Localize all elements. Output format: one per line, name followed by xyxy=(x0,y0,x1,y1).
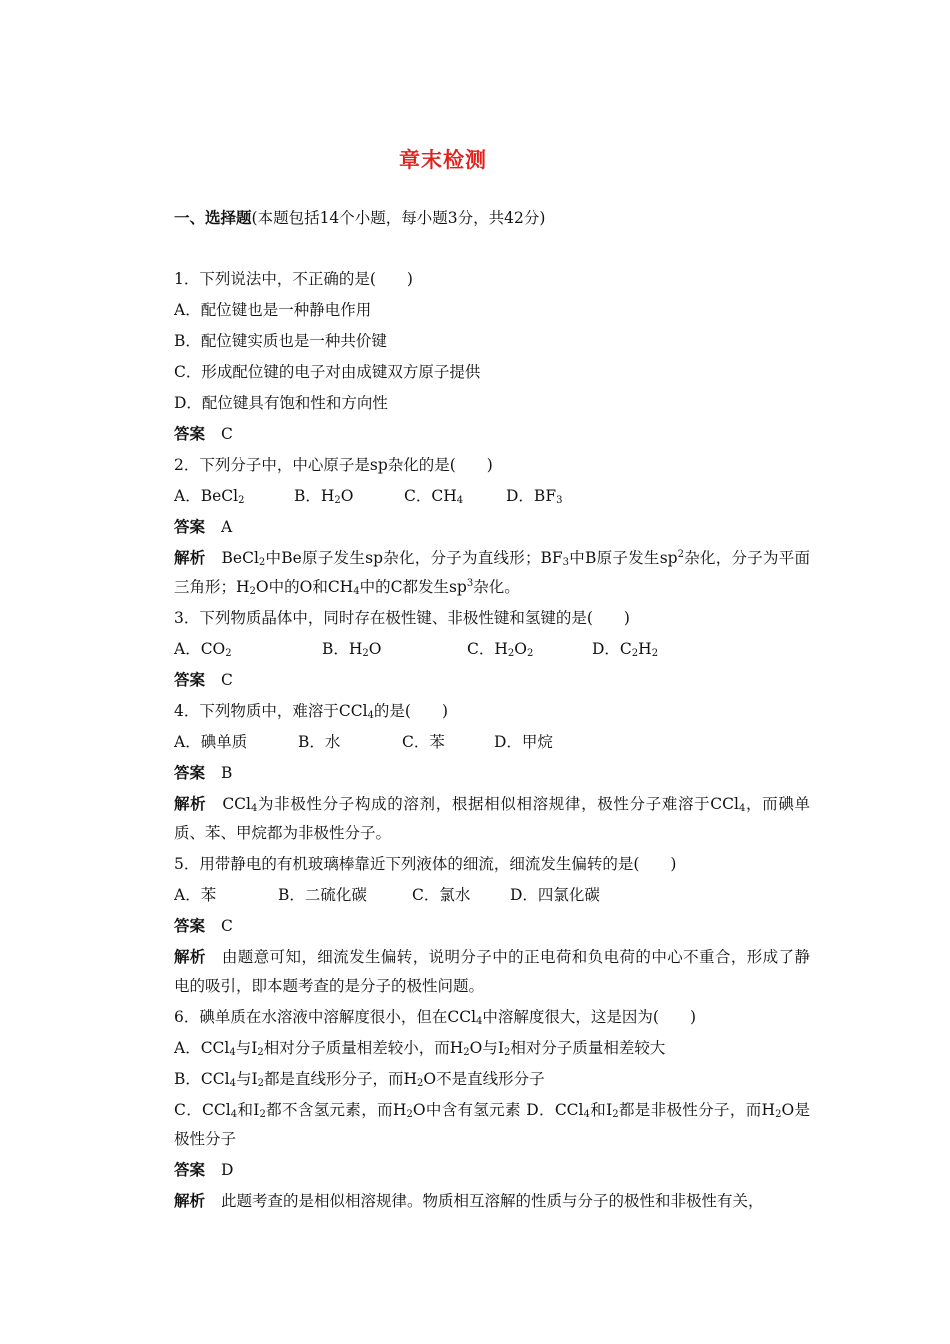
question-1-option-a: A．配位键也是一种静电作用 xyxy=(174,301,372,319)
option-text: O与I xyxy=(469,1039,504,1057)
question-6-option-a: A．CCl$_4$与$I_2$相对分子质量相差较小，而$H_2O$与$I_2$相对分子质量相差较大 xyxy=(174,1039,666,1058)
option-text: O是极性分子 xyxy=(174,1101,810,1148)
option-text: D．C xyxy=(592,640,632,658)
page-title: 章末检测 xyxy=(399,148,487,172)
analysis-text: 中Be原子发生sp杂化，分子为直线形；BF xyxy=(265,549,563,567)
section-heading xyxy=(142,203,810,234)
answer-value: A xyxy=(221,518,233,536)
question-5-option-b: B．二硫化碳 xyxy=(278,886,367,904)
analysis-text: 杂化。 xyxy=(473,578,520,596)
option-text: O xyxy=(340,487,354,505)
section-label: 一、选择题 xyxy=(174,209,252,227)
analysis-text: 为非极性分子构成的溶剂，根据相似相溶规律，极性分子难溶于CCl xyxy=(257,795,739,813)
question-2-option-a: A．BeCl$_2$ xyxy=(174,487,245,506)
question-4-option-b: B．水 xyxy=(298,733,341,751)
option-text: O xyxy=(368,640,382,658)
option-text: 和I xyxy=(237,1101,260,1119)
analysis-text: 杂化，分子为平面三角形；H xyxy=(174,549,810,596)
answer-label: 答案 xyxy=(174,518,206,536)
answer-label: 答案 xyxy=(174,671,206,689)
analysis-label: 解析 xyxy=(174,549,206,567)
question-5-options xyxy=(142,880,810,911)
answer-value: D xyxy=(221,1161,234,1179)
document-body xyxy=(142,203,810,1217)
option-text: A．CO xyxy=(174,640,226,658)
question-2-stem: 2．下列分子中，中心原子是sp杂化的是( ) xyxy=(174,456,493,474)
option-text: 都是非极性分子，而H xyxy=(618,1101,776,1119)
question-4-options xyxy=(142,727,810,758)
analysis-label: 解析 xyxy=(174,948,206,966)
analysis-label: 解析 xyxy=(174,795,207,813)
question-3-option-b: B．$H_2O$ xyxy=(322,640,382,659)
question-1-answer xyxy=(142,419,810,450)
option-text: C．H xyxy=(467,640,508,658)
option-text: 和I xyxy=(589,1101,613,1119)
question-1-option-d: D．配位键具有饱和性和方向性 xyxy=(174,394,388,412)
question-3-option-a: A．$CO_2$ xyxy=(174,640,232,659)
question-2-answer xyxy=(142,512,810,543)
answer-value: C xyxy=(221,917,233,935)
question-2-option-d: D．$BF_3$ xyxy=(506,487,563,506)
section-note: (本题包括14个小题，每小题3分，共42分) xyxy=(251,209,546,227)
question-6-option-b: B．CCl$_4$与$I_2$都是直线形分子，而$H_2O$不是直线形分子 xyxy=(174,1070,545,1089)
question-1-option-b: B．配位键实质也是一种共价键 xyxy=(174,332,387,350)
option-text: B．CCl xyxy=(174,1070,230,1088)
stem-text: 6．碘单质在水溶液中溶解度很小，但在CCl xyxy=(174,1008,477,1026)
option-text: C．CH xyxy=(404,487,457,505)
question-5-stem: 5．用带静电的有机玻璃棒靠近下列液体的细流，细流发生偏转的是( ) xyxy=(174,855,677,873)
question-2-option-b: B．$H_2O$ xyxy=(294,487,354,506)
question-2-option-c: C．$CH_4$ xyxy=(404,487,464,506)
analysis-text: ，而碘单质、苯、甲烷都为非极性分子。 xyxy=(174,795,810,842)
option-text: 与I xyxy=(235,1039,258,1057)
question-3-answer xyxy=(142,665,810,696)
option-text: D．BF xyxy=(506,487,557,505)
stem-text: 的是( ) xyxy=(373,702,449,720)
question-4-stem: 4．下列物质中，难溶于CCl$_4$的是( ) xyxy=(174,702,449,721)
answer-label: 答案 xyxy=(174,917,206,935)
question-4-option-c: C．苯 xyxy=(402,733,445,751)
question-6-option-c-d: C．CCl$_4$和$I_2$都不含氢元素，而$H_2O$中含有氢元素 D．CCl$_4$和$I_2$都是非极性分子，而$H_2O$是极性分子 xyxy=(174,1101,810,1148)
option-text: O不是直线形分子 xyxy=(423,1070,545,1088)
question-5-option-a: A．苯 xyxy=(174,886,217,904)
question-5-answer xyxy=(142,911,810,942)
question-2-options xyxy=(142,481,810,512)
question-5-option-d: D．四氯化碳 xyxy=(510,886,600,904)
option-text: B．H xyxy=(322,640,363,658)
question-4-option-d: D．甲烷 xyxy=(494,733,553,751)
question-6-analysis xyxy=(142,1187,810,1216)
option-text: C．CCl xyxy=(174,1101,231,1119)
question-3-options xyxy=(142,634,810,665)
option-text: O xyxy=(514,640,527,658)
option-text: 与I xyxy=(235,1070,258,1088)
analysis-text: BeCl xyxy=(221,549,259,567)
option-text: A．CCl xyxy=(174,1039,230,1057)
option-text: O中含有氢元素 D．CCl xyxy=(412,1101,584,1119)
question-4-option-a: A．碘单质 xyxy=(174,733,248,751)
answer-label: 答案 xyxy=(174,1161,206,1179)
option-text: 都是直线形分子，而H xyxy=(263,1070,417,1088)
question-3-stem: 3．下列物质晶体中，同时存在极性键、非极性键和氢键的是( ) xyxy=(174,609,630,627)
analysis-text: CCl xyxy=(222,795,251,813)
question-3-option-c: C．$H_2O_2$ xyxy=(467,640,534,659)
question-5-option-c: C．氯水 xyxy=(412,886,471,904)
question-6-answer xyxy=(142,1155,810,1186)
stem-text: 4．下列物质中，难溶于CCl xyxy=(174,702,368,720)
question-3-option-d: D．$C_2H_2$ xyxy=(592,640,659,659)
analysis-text: 中的C都发生sp xyxy=(359,578,467,596)
option-text: 相对分子质量相差较大 xyxy=(510,1039,666,1057)
answer-label: 答案 xyxy=(174,425,206,443)
option-text: 相对分子质量相差较小，而H xyxy=(263,1039,464,1057)
answer-value: B xyxy=(221,764,233,782)
option-text: B．H xyxy=(294,487,335,505)
answer-value: C xyxy=(221,425,233,443)
analysis-label: 解析 xyxy=(174,1192,206,1210)
option-text: H xyxy=(638,640,652,658)
analysis-text: O中的O和CH xyxy=(255,578,354,596)
stem-text: 中溶解度很大，这是因为( ) xyxy=(482,1008,697,1026)
option-text: A．BeCl xyxy=(174,487,239,505)
question-6-stem: 6．碘单质在水溶液中溶解度很小，但在CCl$_4$中溶解度很大，这是因为( ) xyxy=(174,1008,697,1027)
question-4-analysis: 解析 CCl$_4$为非极性分子构成的溶剂，根据相似相溶规律，极性分子难溶于CCl$_4$，而碘单质、苯、甲烷都为非极性分子。 xyxy=(174,795,810,842)
question-1-option-c: C．形成配位键的电子对由成键双方原子提供 xyxy=(174,363,481,381)
question-2-analysis: 解析 BeCl$_2$中Be原子发生sp杂化，分子为直线形；$BF_3$中B原子发生$sp^2$杂化，分子为平面三角形；$H_2O$中的O和$CH_4$中的C都发生$sp^3$杂化。 xyxy=(174,549,810,597)
answer-value: C xyxy=(221,671,233,689)
analysis-text: 此题考查的是相似相溶规律。物质相互溶解的性质与分子的极性和非极性有关， xyxy=(221,1192,764,1210)
option-text: 都不含氢元素，而H xyxy=(265,1101,407,1119)
question-1-stem: 1．下列说法中，不正确的是( ) xyxy=(174,270,413,288)
analysis-text: 中B原子发生sp xyxy=(569,549,678,567)
answer-label: 答案 xyxy=(174,764,206,782)
analysis-text: 由题意可知，细流发生偏转，说明分子中的正电荷和负电荷的中心不重合，形成了静电的吸引，即本题考查的是分子的极性问题。 xyxy=(174,948,810,995)
question-5-analysis xyxy=(142,943,810,1001)
question-4-answer xyxy=(142,758,810,789)
